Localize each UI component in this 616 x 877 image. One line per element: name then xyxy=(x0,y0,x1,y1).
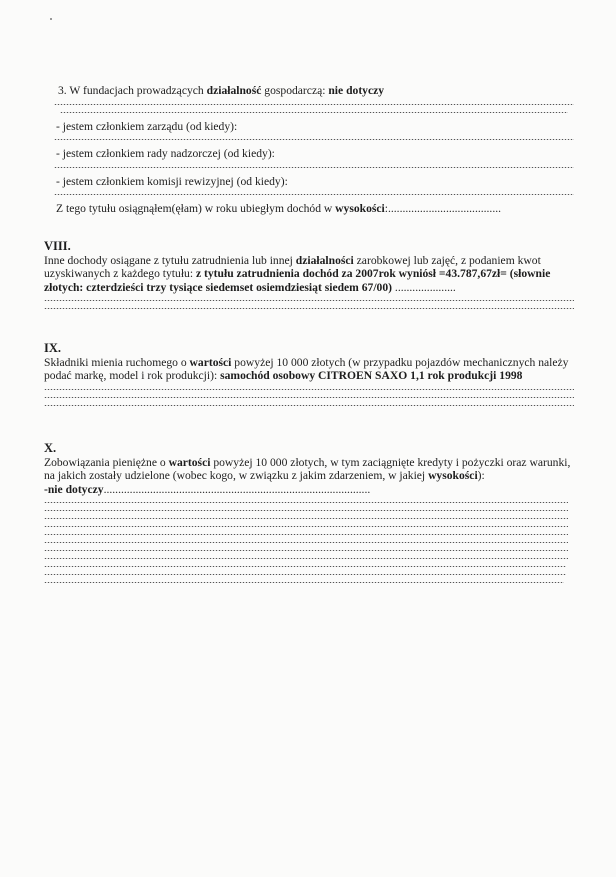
dotted-line xyxy=(44,582,564,583)
movable-assets-answer: samochód osobowy CITROEN SAXO 1,1 rok produkcji 1998 xyxy=(220,369,523,382)
section-viii xyxy=(44,240,574,316)
board-member-line: - jestem członkiem zarządu (od kiedy): xyxy=(56,119,238,133)
income-dots: :....................................... xyxy=(384,202,502,215)
income-text: Z tego tytułu osiągnąłem(ęłam) w roku ubiegłym dochód w xyxy=(56,202,336,215)
income-line xyxy=(44,202,574,216)
dotted-line xyxy=(44,389,574,390)
dotted-line xyxy=(60,112,568,113)
other-income-answer: z tytułu zatrudnienia dochód za 2007rok wyniósł =43.787,67zł= (słownie złotych: czterdzieści trzy tysiące siedemset osiemdziesiąt siedem 67/00) xyxy=(44,267,551,294)
section-heading: X. xyxy=(44,441,57,455)
liabilities-b: powyżej 10 000 złotych, w tym zaciągnięte kredyty i pożyczki oraz warunki, na jakich zostały udzielone (wobec kogo, w związku z jakim zdarzeniem, w jakiej xyxy=(44,455,571,482)
section-ix xyxy=(44,342,574,413)
movable-assets-text xyxy=(44,356,574,383)
liabilities-text xyxy=(44,456,574,483)
dotted-line xyxy=(44,534,568,535)
section-3 xyxy=(44,84,574,216)
foundations-mid: gospodarczą: xyxy=(261,84,329,97)
liabilities-a: Zobowiązania pieniężne o xyxy=(44,455,169,469)
supervisory-board-line: - jestem członkiem rady nadzorczej (od kiedy): xyxy=(56,147,275,160)
foundations-intro: 3. W fundacjach prowadzących xyxy=(58,84,207,97)
dotted-line xyxy=(54,104,574,105)
foundations-answer: nie dotyczy xyxy=(328,84,385,97)
dotted-line xyxy=(44,518,568,519)
dotted-line xyxy=(44,542,568,543)
other-income-text xyxy=(44,254,574,295)
dotted-line xyxy=(44,566,566,567)
liabilities-dots: ............................................................................................ xyxy=(103,482,371,496)
dotted-line xyxy=(44,308,574,309)
liabilities-bold: wartości xyxy=(168,455,211,469)
liabilities-answer-line xyxy=(44,483,574,497)
scan-speck xyxy=(50,18,52,20)
dotted-line xyxy=(44,397,574,398)
dotted-line xyxy=(44,526,568,527)
dotted-line xyxy=(44,405,574,406)
dotted-line xyxy=(44,550,568,551)
liabilities-bold2: wysokości xyxy=(428,469,478,482)
dotted-line xyxy=(54,139,574,140)
income-bold: wysokości xyxy=(335,202,385,215)
other-income-bold: działalności xyxy=(295,253,354,267)
section-heading: IX. xyxy=(44,341,62,355)
liabilities-c: ): xyxy=(477,469,485,482)
other-income-dots: ..................... xyxy=(392,280,456,294)
section-x xyxy=(44,442,574,590)
dotted-line xyxy=(44,510,568,511)
dotted-line xyxy=(44,574,566,575)
movable-assets-b: powyżej 10 000 złotych (w przypadku pojazdów mechanicznych należy podać markę, model i rok produkcji): xyxy=(44,355,569,382)
other-income-a: Inne dochody osiągane z tytułu zatrudnienia lub innej xyxy=(44,253,296,267)
dotted-line xyxy=(44,558,568,559)
foundations-bold: działalność xyxy=(206,84,262,97)
audit-committee-line: - jestem członkiem komisji rewizyjnej (od kiedy): xyxy=(56,174,288,188)
dotted-line xyxy=(44,300,574,301)
movable-assets-a: Składniki mienia ruchomego o xyxy=(44,355,190,369)
section-heading: VIII. xyxy=(44,239,71,253)
foundations-line xyxy=(44,84,574,98)
dotted-line xyxy=(44,502,568,503)
liabilities-answer: -nie dotyczy xyxy=(44,482,104,496)
movable-assets-bold: wartości xyxy=(189,355,232,369)
dotted-line xyxy=(54,194,574,195)
other-income-b: zarobkowej lub zajęć, z podaniem kwot uzyskiwanych z każdego tytułu: xyxy=(44,253,541,280)
dotted-line xyxy=(54,167,574,168)
